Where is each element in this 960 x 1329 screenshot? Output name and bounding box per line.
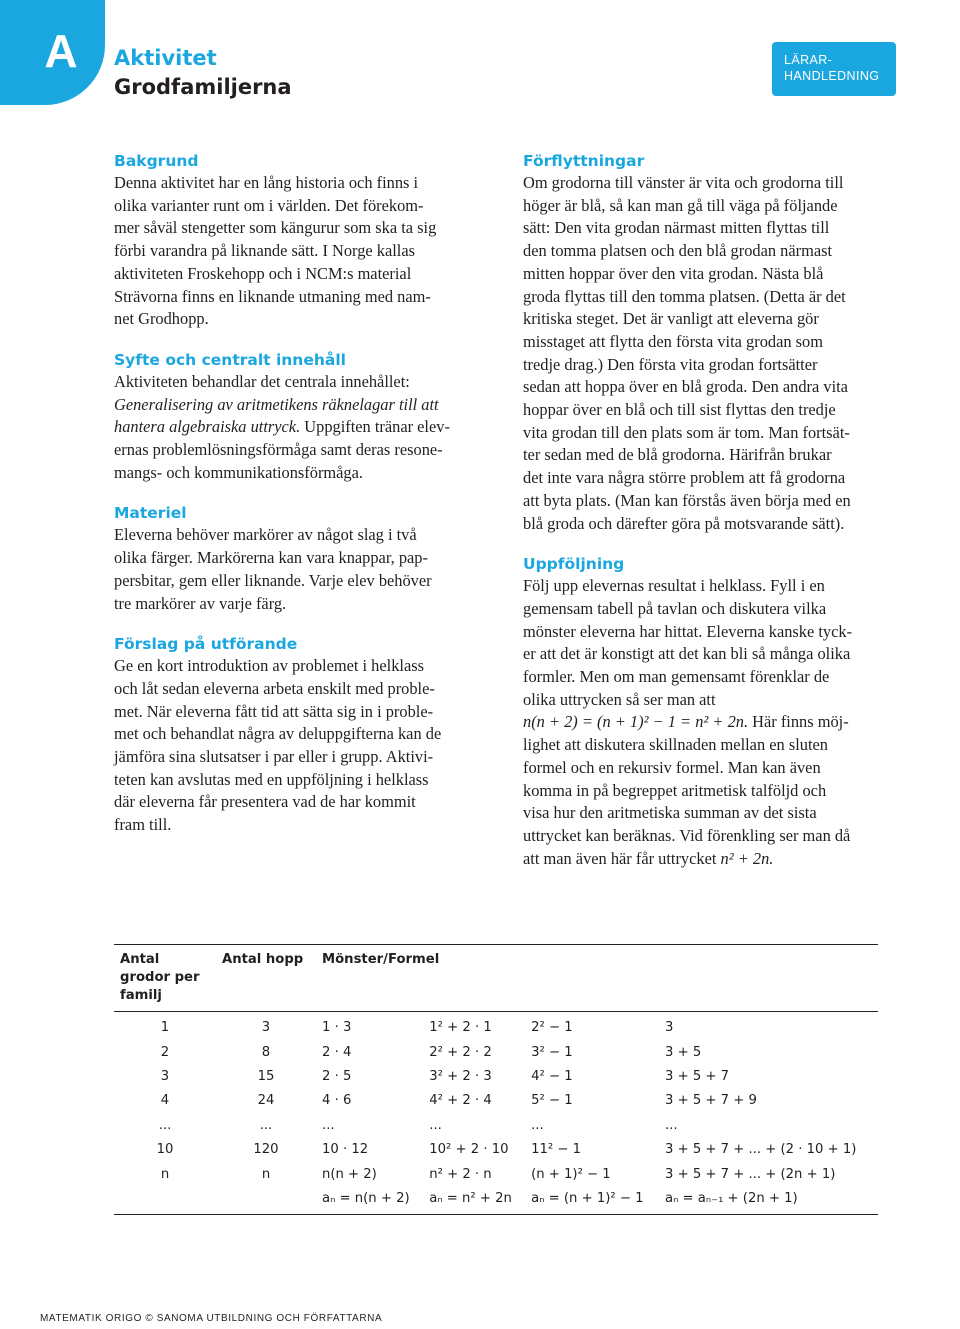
left-column [114, 150, 484, 855]
forflyttningar-line: Om grodorna till vänster är vita och grodorna till [523, 173, 844, 192]
table-cell: 4² − 1 [531, 1068, 573, 1084]
table-row [114, 1040, 878, 1064]
paragraph-materiel [114, 524, 484, 615]
table-cell: 3 + 5 + 7 + ... + (2n + 1) [665, 1166, 836, 1182]
uppfoljning-last-line: att man även här får uttrycket n² + 2n. [523, 848, 774, 868]
bakgrund-line: aktiviteten Froskehopp och i NCM:s material [114, 263, 412, 283]
materiel-line: tre markörer av varje färg. [114, 593, 287, 613]
header-monster-formel: Mönster/Formel [316, 945, 878, 1012]
bakgrund-line: olika varianter runt om i världen. Det förekom- [114, 195, 424, 215]
table-cell: ... [158, 1117, 172, 1133]
materiel-line: Eleverna behöver markörer av något slag i två [114, 525, 417, 545]
syfte-line: mangs- och kommunikationsförmåga. [114, 462, 363, 482]
uppfoljning-line: gemensam tabell på tavlan och diskutera vilka [523, 598, 827, 618]
bakgrund-line: mer såväl stengetter som kängurur som ska ta sig [114, 218, 437, 238]
table-row [114, 1138, 878, 1162]
table-row [114, 1162, 878, 1186]
badge-line-2: HANDLEDNING [784, 69, 880, 83]
heading-materiel: Materiel [114, 504, 187, 523]
table-cell: 15 [257, 1068, 275, 1084]
table-cell: ... [322, 1117, 335, 1133]
table-cell: 2² − 1 [531, 1020, 573, 1036]
table-cell [114, 1187, 216, 1215]
uppfoljning-line: olika uttrycken så ser man att [523, 689, 716, 709]
badge-line-1: LÄRAR- [784, 53, 833, 67]
table-cell: 3 [261, 1020, 271, 1036]
table-cell: n² + 2 · n [429, 1166, 492, 1182]
forflyttningar-line: sedan att hoppa över en blå groda. Den andra vita [523, 377, 848, 397]
forflyttningar-line: blå groda och därefter göra på motsvarande sätt). [523, 513, 845, 533]
table-cell: 10 [156, 1142, 174, 1158]
table-cell: aₙ = n(n + 2) [316, 1187, 423, 1215]
table-cell: 4 [160, 1093, 170, 1109]
table-cell: 10² + 2 · 10 [429, 1142, 509, 1158]
activity-category: Aktivitet [114, 46, 217, 70]
forflyttningar-line: kritiska steget. Det är vanligt att eleverna gör [523, 309, 819, 329]
paragraph-syfte [114, 371, 484, 485]
heading-syfte: Syfte och centralt innehåll [114, 350, 346, 369]
table-row [114, 1114, 878, 1138]
uppfoljning-line: uttrycket kan beräknas. Vid förenkling ser man då [523, 825, 851, 845]
forflyttningar-line: hoppar över en blå och till sist flyttas den tredje [523, 400, 836, 420]
header-antal-grodor: Antal grodor per familj [114, 945, 216, 1012]
formula-line: n(n + 2) = (n + 1)² − 1 = n² + 2n. Här finns möj- [523, 712, 849, 732]
forslag-line: där eleverna får presentera vad de har kommit [114, 792, 416, 812]
table-cell: n [160, 1166, 170, 1182]
table-cell: aₙ = aₙ₋₁ + (2n + 1) [659, 1187, 878, 1215]
table-cell: ... [531, 1117, 544, 1133]
paragraph-forslag [114, 655, 484, 837]
uppfoljning-line: formel och en rekursiv formel. Man kan även [523, 757, 821, 777]
table-cell: n [261, 1166, 271, 1182]
syfte-line: ernas problemlösningsförmåga samt deras resone- [114, 440, 443, 460]
table-cell: aₙ = n² + 2n [423, 1187, 525, 1215]
forslag-line: met och behandlat några av deluppgifterna kan de [114, 724, 442, 744]
forflyttningar-line: det inte vara några större problem att få grodorna [523, 468, 846, 488]
forslag-line: jämföra sina slutsatser i par eller i grupp. Aktivi- [114, 747, 434, 767]
forflyttningar-line: groda flyttas till den tomma platsen. (Detta är det [523, 286, 846, 306]
table-cell: 1 [160, 1020, 170, 1036]
forslag-line: teten kan avslutas med en uppföljning i helklass [114, 769, 429, 789]
heading-forflyttningar: Förflyttningar [523, 152, 645, 170]
table-cell: n(n + 2) [322, 1166, 377, 1182]
right-column [523, 150, 899, 888]
table-cell: 3 + 5 + 7 + 9 [665, 1093, 757, 1109]
table-cell: 1 · 3 [322, 1020, 352, 1036]
uppfoljning-line: mönster eleverna har hittat. Eleverna kanske tyck- [523, 621, 853, 641]
table-cell: 10 · 12 [322, 1142, 369, 1158]
forflyttningar-line: vita grodan till den plats som är tom. Man fortsät- [523, 422, 850, 442]
footer-copyright: MATEMATIK ORIGO © SANOMA UTBILDNING OCH FÖRFATTARNA [40, 1313, 383, 1324]
table-cell: 8 [261, 1044, 271, 1060]
uppfoljning-line: formler. Men om man gemensamt förenklar de [523, 667, 830, 687]
paragraph-uppfoljning [523, 575, 899, 870]
table-cell: 2 · 4 [322, 1044, 352, 1060]
forflyttningar-line: misstaget att flytta den första vita grodan som [523, 331, 823, 351]
bakgrund-line: Strävorna finns en liknande utmaning med nam- [114, 286, 431, 306]
materiel-line: olika färger. Markörerna kan vara knappar, pap- [114, 548, 428, 568]
table-header-row [114, 945, 878, 1012]
forslag-line: fram till. [114, 815, 172, 835]
table-cell: 4 · 6 [322, 1093, 352, 1109]
table-cell: ... [429, 1117, 442, 1133]
syfte-mixed-line: hantera algebraiska uttryck. Uppgiften tränar elev- [114, 417, 450, 437]
table-cell: ... [259, 1117, 273, 1133]
table-cell: 24 [257, 1093, 275, 1109]
table-cell: 120 [253, 1142, 279, 1158]
table-row [114, 1012, 878, 1041]
forflyttningar-line: ter sedan med de blå grodorna. Härifrån brukar [523, 445, 832, 465]
materiel-line: persbitar, gem eller liknande. Varje elev behöver [114, 570, 432, 590]
heading-forslag: Förslag på utförande [114, 635, 298, 654]
table-cell: (n + 1)² − 1 [531, 1166, 611, 1182]
final-expression: n² + 2n. [720, 848, 774, 868]
table-cell: 3² + 2 · 3 [429, 1068, 492, 1084]
forslag-line: met. När eleverna fått tid att sätta sig in i proble- [114, 701, 434, 721]
heading-uppfoljning: Uppföljning [523, 555, 625, 574]
table-cell: 3 + 5 [665, 1044, 702, 1060]
paragraph-bakgrund [114, 172, 484, 331]
uppfoljning-line: er att det är konstigt att det kan bli så många olika [523, 644, 851, 664]
uppfoljning-line: visa hur den aritmetiska summan av det sista [523, 803, 817, 823]
uppfoljning-line: komma in på begreppet aritmetisk talföljd och [523, 780, 827, 800]
teacher-guide-badge [772, 42, 896, 96]
table-cell: ... [665, 1117, 678, 1133]
header-antal-hopp: Antal hopp [216, 945, 316, 1012]
forflyttningar-line: att byta plats. (Man kan förstås även börja med en [523, 490, 851, 510]
table-row [114, 1187, 878, 1215]
forslag-line: Ge en kort introduktion av problemet i helklass [114, 656, 424, 676]
table-row [114, 1089, 878, 1113]
table-cell: 2² + 2 · 2 [429, 1044, 492, 1060]
paragraph-forflyttningar [523, 172, 899, 535]
section-letter: A [44, 25, 78, 77]
table-cell: 5² − 1 [531, 1093, 573, 1109]
forflyttningar-line: tredje drag.) Den första vita grodan fortsätter [523, 354, 818, 374]
forflyttningar-line: den tomma platsen och den blå grodan närmast [523, 241, 833, 261]
heading-bakgrund: Bakgrund [114, 152, 199, 170]
page-title: Grodfamiljerna [114, 75, 292, 99]
table-cell: 2 [160, 1044, 170, 1060]
table-cell: 1² + 2 · 1 [429, 1020, 492, 1036]
table-cell: 3² − 1 [531, 1044, 573, 1060]
table-cell: 3 [160, 1068, 170, 1084]
table-cell: 3 + 5 + 7 [665, 1068, 730, 1084]
table-cell: aₙ = (n + 1)² − 1 [525, 1187, 659, 1215]
forflyttningar-line: höger är blå, så kan man gå till väga på följande [523, 195, 838, 215]
pattern-table [114, 944, 878, 1215]
forflyttningar-line: mitten hoppar över den vita grodan. Nästa blå [523, 263, 824, 283]
bakgrund-line: förbi varandra på liknande sätt. I Norge kallas [114, 241, 415, 261]
table-cell: 11² − 1 [531, 1142, 582, 1158]
syfte-italic-line: Generalisering av aritmetikens räknelagar till att [114, 394, 439, 414]
table-cell: 3 [665, 1020, 674, 1036]
uppfoljning-line: Följ upp elevernas resultat i helklass. Fyll i en [523, 576, 825, 596]
table-cell: 4² + 2 · 4 [429, 1093, 492, 1109]
syfte-line: Aktiviteten behandlar det centrala innehållet: [114, 371, 410, 391]
uppfoljning-line: lighet att diskutera skillnaden mellan en sluten [523, 735, 828, 755]
table-cell: 2 · 5 [322, 1068, 352, 1084]
formula-expression: n(n + 2) = (n + 1)² − 1 = n² + 2n. [523, 712, 749, 732]
bakgrund-line: Denna aktivitet har en lång historia och finns i [114, 173, 419, 192]
page-header [114, 44, 292, 102]
table-cell [216, 1187, 316, 1215]
forslag-line: och låt sedan eleverna arbeta enskilt med proble- [114, 678, 435, 698]
table-cell: 3 + 5 + 7 + ... + (2 · 10 + 1) [665, 1142, 857, 1158]
bakgrund-line: net Grodhopp. [114, 309, 209, 329]
table-row [114, 1065, 878, 1089]
forflyttningar-line: sätt: Den vita grodan närmast mitten flyttas till [523, 218, 830, 238]
